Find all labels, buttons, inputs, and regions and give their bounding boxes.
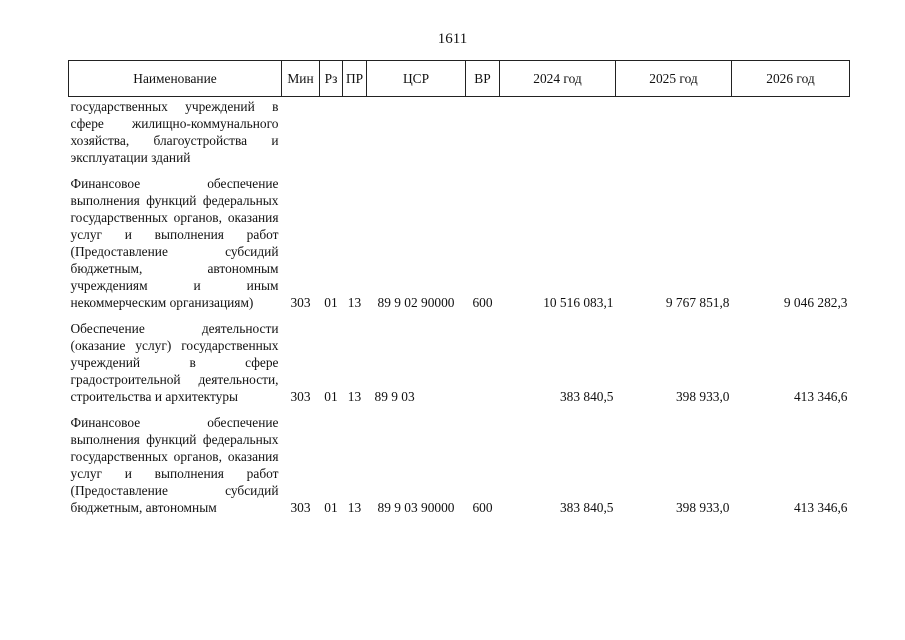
row-2024: 10 516 083,1	[543, 295, 614, 310]
budget-table	[68, 60, 850, 516]
header-pr: ПР	[343, 61, 367, 97]
row-min: 303	[290, 389, 311, 404]
row-2025: 398 933,0	[675, 500, 730, 515]
row-2026: 9 046 282,3	[783, 295, 848, 310]
row-2025	[616, 97, 732, 167]
row-pr: 13	[347, 295, 362, 310]
row-pr: 13	[347, 500, 362, 515]
row-2026: 413 346,6	[793, 500, 848, 515]
header-rz: Рз	[320, 61, 343, 97]
row-2026: 413 346,6	[793, 389, 848, 404]
table-row	[69, 166, 850, 311]
row-rz: 01	[324, 389, 338, 404]
row-2025: 9 767 851,8	[665, 295, 730, 310]
table-header-row	[69, 61, 850, 97]
row-2025: 398 933,0	[675, 389, 730, 404]
row-csr: 89 9 03	[374, 389, 415, 404]
header-2025: 2025 год	[616, 61, 732, 97]
header-2024: 2024 год	[500, 61, 616, 97]
row-name: государственных учреждений в сфере жилищно-коммунального хозяйства, благоустройства и эксплуатации зданий	[70, 99, 279, 165]
header-min: Мин	[282, 61, 320, 97]
row-rz: 01	[324, 295, 338, 310]
page-number: 1611	[437, 31, 468, 47]
row-rz	[320, 97, 343, 167]
row-min: 303	[290, 295, 311, 310]
row-vr	[466, 97, 500, 167]
header-csr: ЦСР	[367, 61, 466, 97]
row-name: Обеспечение деятельности (оказание услуг) государственных учреждений в сфере градостроительной деятельности, строительства и архитектуры	[70, 321, 279, 404]
row-name: Финансовое обеспечение выполнения функций федеральных государственных органов, оказания услуг и выполнения работ (Предоставление субсидий бюджетным, автономным учреждениям и иным некоммерческим организациям)	[70, 176, 279, 310]
row-min	[282, 97, 320, 167]
row-min: 303	[290, 500, 311, 515]
table-row	[69, 311, 850, 405]
row-vr: 600	[472, 500, 493, 515]
row-2024: 383 840,5	[559, 389, 614, 404]
header-vr: ВР	[466, 61, 500, 97]
row-2024: 383 840,5	[559, 500, 614, 515]
table-row	[69, 97, 850, 167]
row-csr: 89 9 03 90000	[377, 500, 455, 515]
row-csr: 89 9 02 90000	[377, 295, 455, 310]
row-pr	[343, 97, 367, 167]
row-2026	[732, 97, 850, 167]
row-pr: 13	[347, 389, 362, 404]
table-row	[69, 405, 850, 516]
header-name: Наименование	[69, 61, 282, 97]
row-rz: 01	[324, 500, 338, 515]
header-2026: 2026 год	[732, 61, 850, 97]
row-2024	[500, 97, 616, 167]
row-vr: 600	[472, 295, 493, 310]
row-csr	[367, 97, 466, 167]
row-name: Финансовое обеспечение выполнения функций федеральных государственных органов, оказания услуг и выполнения работ (Предоставление субсидий бюджетным, автономным	[70, 415, 279, 515]
row-vr	[466, 311, 500, 405]
